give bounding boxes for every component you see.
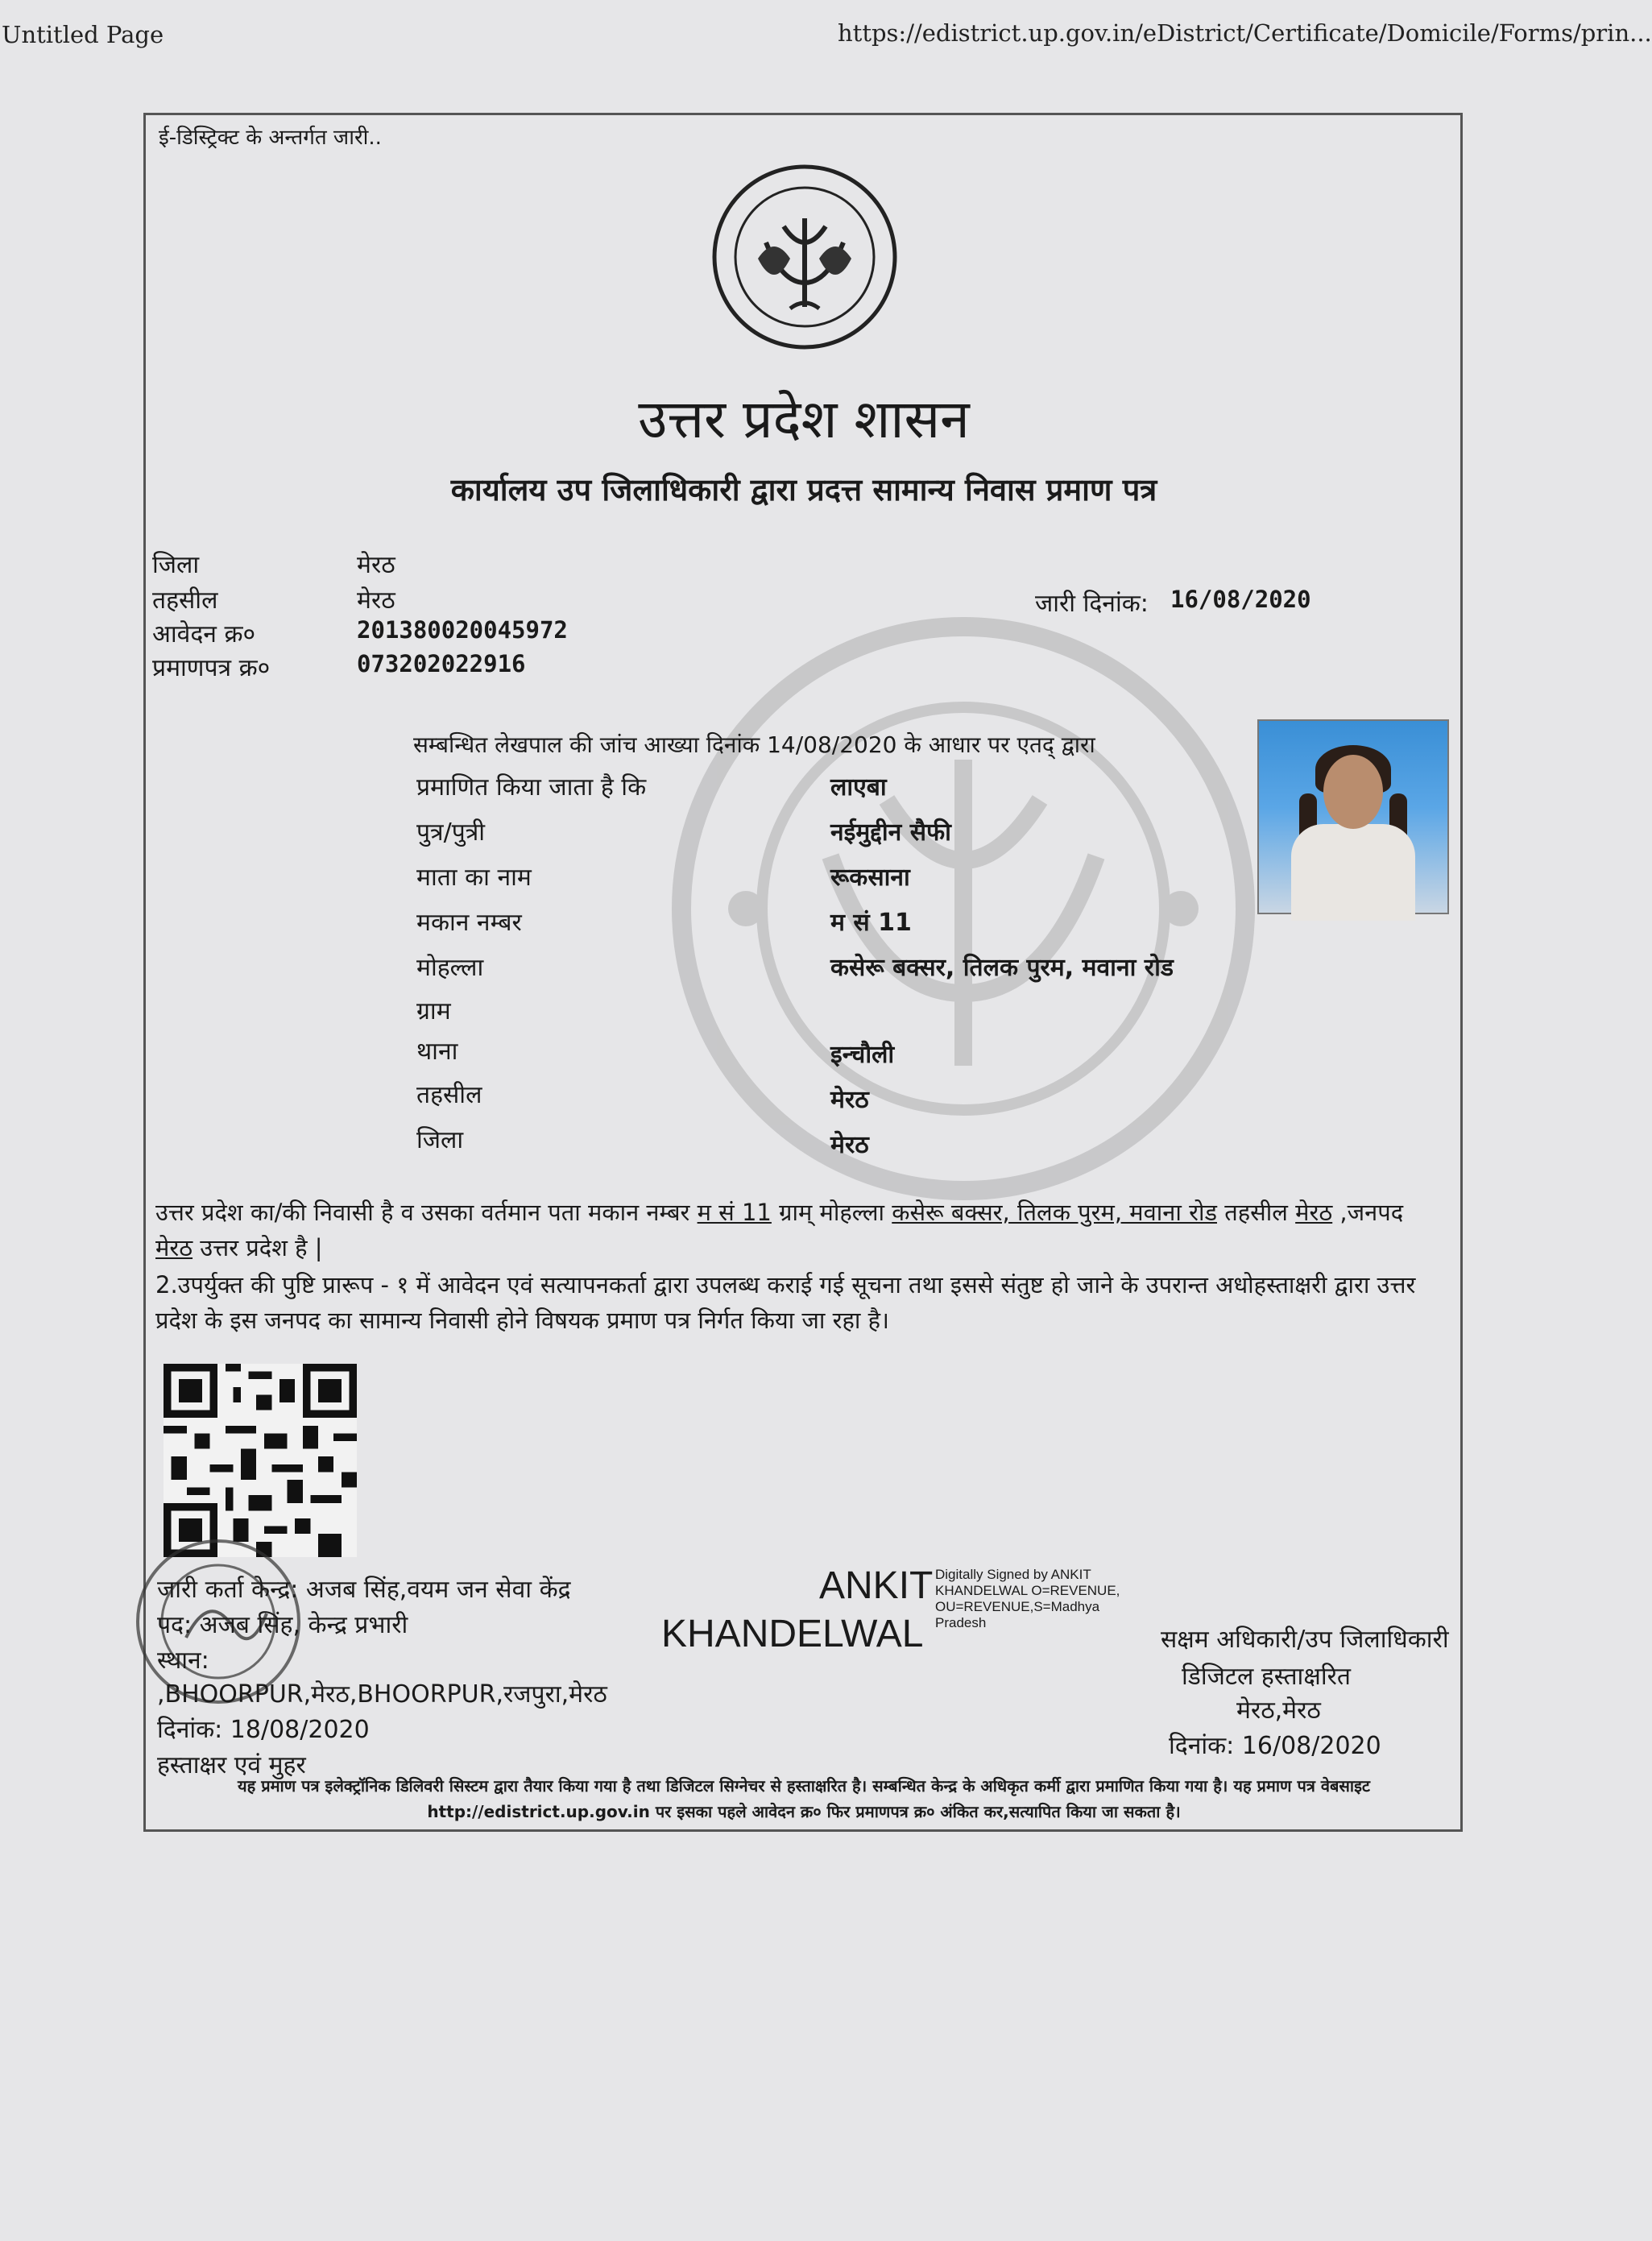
confirmation-statement: 2.उपर्युक्त की पुष्टि प्रारूप - १ में आवेदन एवं सत्यापनकर्ता द्वारा उपलब्ध कराई गई सूचना तथा इससे संतुष्ट हो जाने के उपरान्त अधोहस्ताक्षरी द्वारा उत्तर प्रदेश के इस जनपद का सामान्य निवासी होने विषयक प्रमाण पत्र निर्गत किया जा रहा है। <box>155 1271 1416 1334</box>
district-value: मेरठ <box>357 551 395 579</box>
field-label-locality: मोहल्ला <box>416 954 484 982</box>
underlined-district: मेरठ <box>155 1234 193 1261</box>
issuer-place: ,BHOORPUR,मेरठ,BHOORPUR,रजपुरा,मेरठ <box>157 1680 607 1709</box>
signatory-date: दिनांक: 16/08/2020 <box>1169 1732 1381 1760</box>
tehsil-value: मेरठ <box>357 586 395 615</box>
field-value-house: म सं 11 <box>830 909 912 937</box>
field-label-police-station: थाना <box>416 1038 458 1066</box>
digital-signature-note: Digitally Signed by ANKIT KHANDELWAL O=REVENUE, OU=REVENUE,S=Madhya Pradesh <box>935 1567 1120 1630</box>
district-label: जिला <box>152 551 200 579</box>
certificate-title: उत्तर प्रदेश शासन <box>638 388 970 450</box>
issue-date-label: जारी दिनांक: <box>1035 590 1149 618</box>
application-no-label: आवेदन क्र० <box>152 620 256 648</box>
field-label-tehsil: तहसील <box>416 1081 482 1109</box>
field-value-district: मेरठ <box>830 1131 869 1159</box>
field-value-police-station: इन्चौली <box>830 1041 895 1069</box>
issuer-centre: जारी कर्ता केन्द्र: अजब सिंह,वयम जन सेवा केंद्र <box>157 1576 571 1604</box>
digitally-signed-label: डिजिटल हस्ताक्षरित <box>1182 1663 1351 1691</box>
field-value-mother: रूकसाना <box>830 864 910 892</box>
emblem-watermark-icon <box>669 615 1257 1203</box>
footer-note: यह प्रमाण पत्र इलेक्ट्रॉनिक डिलिवरी सिस्टम द्वारा तैयार किया गया है तथा डिजिटल सिग्नेचर से हस्ताक्षरित है। सम्बन्धित केन्द्र के अधिकृत कर्मी द्वारा प्रमाणित किया गया है। यह प्रमाण पत्र वेबसाइट http://edistrict.up.gov.in पर इसका पहले आवेदन क्र० फिर प्रमाणपत्र क्र० अंकित कर,सत्यापित किया जा सकता है। <box>238 1776 1370 1821</box>
field-label-certified: प्रमाणित किया जाता है कि <box>416 773 647 802</box>
tehsil-label: तहसील <box>152 586 218 615</box>
underlined-tehsil: मेरठ <box>1295 1199 1333 1226</box>
signatory-name-line1: ANKIT <box>819 1564 934 1607</box>
certificate <box>143 113 1463 1832</box>
underlined-locality: कसेरू बक्सर, तिलक पुरम, मवाना रोड <box>892 1199 1217 1226</box>
field-value-locality: कसेरू बक्सर, तिलक पुरम, मवाना रोड <box>830 954 1174 982</box>
issued-under-text: ई-डिस्ट्रिक्ट के अन्तर्गत जारी.. <box>159 126 382 150</box>
signatory-designation: सक्षम अधिकारी/उप जिलाधिकारी <box>1161 1626 1449 1654</box>
field-label-parent: पुत्र/पुत्री <box>416 818 486 847</box>
certificate-no-label: प्रमाणपत्र क्र० <box>152 654 271 682</box>
up-government-emblem-icon <box>710 162 900 352</box>
application-no-value: 201380020045972 <box>357 616 568 644</box>
signatory-name-line2: KHANDELWAL <box>661 1613 924 1655</box>
field-label-house: मकान नम्बर <box>416 909 522 937</box>
field-label-district: जिला <box>416 1126 464 1154</box>
residence-statement: उत्तर प्रदेश का/की निवासी है व उसका वर्तमान पता मकान नम्बर म सं 11 ग्राम् मोहल्ला कसेरू बक्सर, तिलक पुरम, मवाना रोड तहसील मेरठ ,जनपद मेरठ उत्तर प्रदेश है | <box>155 1199 1404 1261</box>
issue-date-value: 16/08/2020 <box>1170 586 1311 613</box>
certificate-subtitle: कार्यालय उप जिलाधिकारी द्वारा प्रदत्त सामान्य निवास प्रमाण पत्र <box>450 472 1157 507</box>
issuer-date: दिनांक: 18/08/2020 <box>157 1716 370 1744</box>
field-label-village: ग्राम <box>416 997 451 1025</box>
certificate-no-value: 073202022916 <box>357 650 526 677</box>
field-value-name: लाएबा <box>830 773 887 802</box>
page-url-header: https://edistrict.up.gov.in/eDistrict/Certificate/Domicile/Forms/prin... <box>838 19 1652 47</box>
issuer-post: पद: अजब सिंह, केन्द्र प्रभारी <box>157 1611 408 1639</box>
field-value-tehsil: मेरठ <box>830 1086 869 1114</box>
verification-intro: सम्बन्धित लेखपाल की जांच आख्या दिनांक 14/08/2020 के आधार पर एतद् द्वारा <box>413 731 1095 758</box>
applicant-photo <box>1257 719 1449 914</box>
issuer-place-label: स्थान: <box>157 1647 209 1675</box>
page-title-header: Untitled Page <box>2 21 164 48</box>
signatory-location: मेरठ,मेरठ <box>1236 1696 1321 1725</box>
field-value-parent: नईमुद्दीन सैफी <box>830 818 951 847</box>
qr-code-icon <box>164 1364 357 1557</box>
underlined-house: म सं 11 <box>697 1199 772 1226</box>
field-label-mother: माता का नाम <box>416 864 532 892</box>
issuer-sign-seal: हस्ताक्षर एवं मुहर <box>157 1751 306 1779</box>
